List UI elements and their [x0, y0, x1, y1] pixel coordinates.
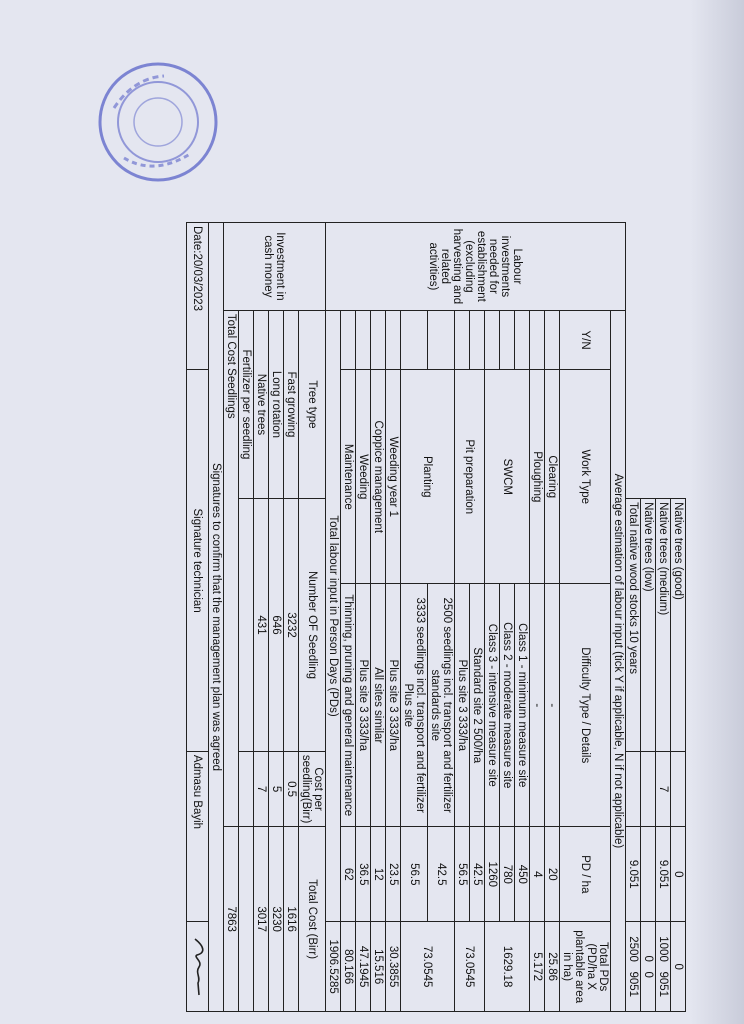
col-cost-per-seedling: Cost per seedling(Birr): [299, 751, 326, 826]
labour-row: Class 3 - intensive measure site 1260: [485, 223, 500, 1012]
investment-row: Native trees 431 7 3017: [254, 223, 269, 1012]
top-row: Native trees (medium) 7 9.051 1000 9051: [656, 223, 671, 1012]
signature-date: Date:20/03/2023: [187, 223, 209, 370]
plan-table: [186, 222, 686, 1012]
labour-row: Weeding year 1 Plus site 3 333/ha 23.5 30.3855: [386, 223, 401, 1012]
col-total-pds: Total PDs (PD/ha X plantable area in ha): [560, 922, 611, 1012]
investment-row: Fertilizer per seedling: [239, 223, 254, 1012]
signature-name: Admasu Bayih: [187, 751, 209, 921]
labour-header: Average estimation of labour input (tick Y if applicable, N if not applicable): [611, 310, 626, 1011]
labour-row: Pit preparation Standard site 2 500/ha 42.5 73.0545: [470, 223, 485, 1012]
investment-row: Long rotation 646 5 3230: [269, 223, 284, 1012]
official-stamp-icon: [94, 58, 222, 186]
col-total-cost: Total Cost (Birr): [299, 827, 326, 1012]
labour-row: Plus site 3 333/ha 56.5: [455, 223, 470, 1012]
col-work-type: Work Type: [560, 370, 611, 584]
labour-row: Clearing - 20 25.86: [545, 223, 560, 1012]
rotated-document: [120, 222, 686, 1012]
labour-row: Weeding Plus site 3 333/ha 36.5 47.1945: [356, 223, 371, 1012]
labour-row: 3333 seedlings incl. transport and fertilizer Plus site 56.5: [401, 223, 428, 1012]
investment-row: Fast growing 3232 0.5 1616: [284, 223, 299, 1012]
investment-total-row: Total Cost Seedlings 7863: [224, 223, 239, 1012]
col-pd-ha: PD / ha: [560, 827, 611, 922]
labour-total-row: Total labour input in Person Days (PDs) 1906.5285: [326, 223, 341, 1012]
labour-row: Planting 2500 seedlings incl. transport and fertilizer standards site 42.5 73.0545: [428, 223, 455, 1012]
col-yn: Y/N: [560, 310, 611, 370]
page-edge-shadow: [690, 0, 744, 1024]
handwritten-signature: [187, 922, 209, 1012]
labour-row: Class 2 - moderate measure site 780: [500, 223, 515, 1012]
signature-role: Signature technician: [187, 370, 209, 752]
col-number-seedling: Number OF Seedling: [299, 499, 326, 752]
labour-row: Maintenance Thinning, pruning and general maintenance 62 80.166: [341, 223, 356, 1012]
col-tree-type: Tree type: [299, 310, 326, 498]
col-difficulty: Difficulty Type / Details: [560, 584, 611, 827]
top-row: Total native wood stocks 10 years 9.051 2500 9051: [626, 223, 641, 1012]
labour-section-label: Labour investments needed for establishment (excluding harvesting and related activities): [326, 223, 626, 311]
labour-row: Ploughing - 4 5.172: [530, 223, 545, 1012]
investment-section-label: Investment in cash money: [224, 223, 326, 311]
labour-row: SWCM Class 1 - minimum measure site 450 1629.18: [515, 223, 530, 1012]
signature-header: Signatures to confirm that the management plan was agreed: [209, 223, 224, 1012]
labour-row: Coppice management All sites similar 12 15.516: [371, 223, 386, 1012]
top-row: Native trees (low) 0 0: [641, 223, 656, 1012]
top-row: Native trees (good) 0 0: [671, 223, 686, 1012]
